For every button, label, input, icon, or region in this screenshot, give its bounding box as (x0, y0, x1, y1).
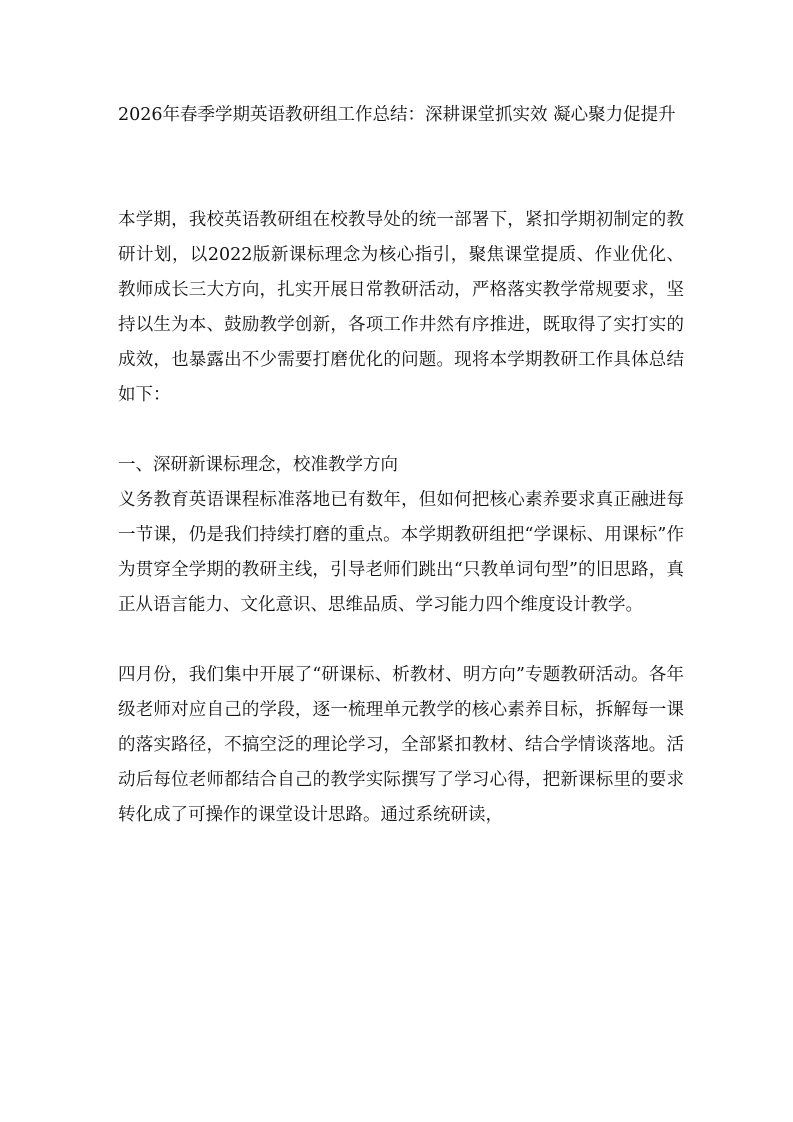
section-paragraph: 义务教育英语课程标准落地已有数年，但如何把核心素养要求真正融进每一节课，仍是我们持续打磨的重点。本学期教研组把“学课标、用课标”作为贯穿全学期的教研主线，引导老师们跳出“只教单词句型”的旧思路，真正从语言能力、文化意识、思维品质、学习能力四个维度设计教学。 (118, 490, 684, 615)
document-title: 2026年春季学期英语教研组工作总结：深耕课堂抓实效 凝心聚力促提升 (118, 105, 676, 125)
section-heading: 一、深研新课标理念，校准教学方向 (118, 455, 398, 475)
section-paragraph: 四月份，我们集中开展了“研课标、析教材、明方向”专题教研活动。各年级老师对应自己的学段，逐一梳理单元教学的核心素养目标，拆解每一课的落实路径，不搞空泛的理论学习，全部紧扣教材、结合学情谈落地。活动后每位老师都结合自己的教学实际撰写了学习心得，把新课标里的要求转化成了可操作的课堂设计思路。通过系统研读， (118, 665, 684, 825)
intro-paragraph: 本学期，我校英语教研组在校教导处的统一部署下，紧扣学期初制定的教研计划，以2022版新课标理念为核心指引，聚焦课堂提质、作业优化、教师成长三大方向，扎实开展日常教研活动，严格落实教学常规要求，坚持以生为本、鼓励教学创新，各项工作井然有序推进，既取得了实打实的成效，也暴露出不少需要打磨优化的问题。现将本学期教研工作具体总结如下： (118, 210, 684, 405)
document-body (118, 98, 684, 833)
